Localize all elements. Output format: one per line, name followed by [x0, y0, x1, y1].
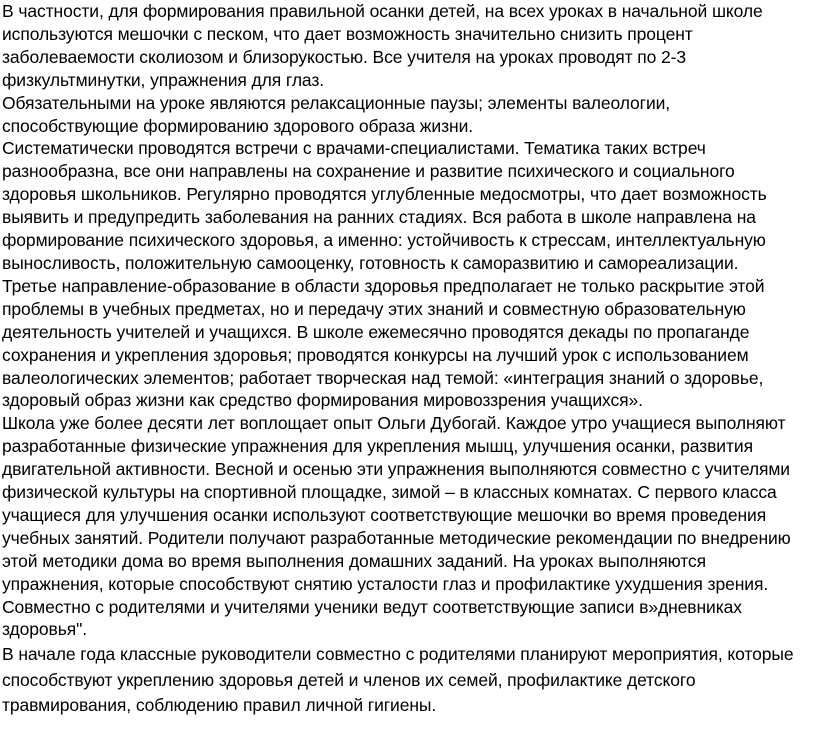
- paragraph-doctors: Систематически проводятся встречи с врачами-специалистами. Тематика таких встреч разнообразна, все они направлены на сохранение и развитие психического и социального здоровья школьников. Регулярно проводятся углубленные медосмотры, что дает возможность выявить и предупредить заболевания на ранних стадиях. Вся работа в школе направлена на формирование психического здоровья, а именно: устойчивость к стрессам, интеллектуальную выносливость, положительную самооценку, готовность к саморазвитию и самореализации.: [2, 138, 767, 273]
- paragraph-dubogay: Школа уже более десяти лет воплощает опыт Ольги Дубогай. Каждое утро учащиеся выполняют разработанные физические упражнения для укрепления мышц, улучшения осанки, развития двигательной активности. Весной и осенью эти упражнения выполняются совместно с учителями физической культуры на спортивной площадке, зимой – в классных комнатах. С первого класса учащиеся для улучшения осанки используют соответствующие мешочки во время проведения учебных занятий. Родители получают разработанные методические рекомендации по внедрению этой методики дома во время выполнения домашних заданий. На уроках выполняются упражнения, которые способствуют снятию усталости глаз и профилактике ухудшения зрения. Совместно с родителями и учителями ученики ведут соответствующие записи в»дневниках здоровья".: [2, 413, 791, 640]
- paragraph-posture: В частности, для формирования правильной осанки детей, на всех уроках в начальной школе используются мешочки с песком, что дает возможность значительно снизить процент заболеваемости сколиозом и близорукостью. Все учителя на уроках проводят по 2-3 физкультминутки, упражнения для глаз.: [2, 1, 763, 90]
- paragraph-relaxation: Обязательными на уроке являются релаксационные паузы; элементы валеологии, способствующие формированию здорового образа жизни.: [2, 92, 671, 136]
- paragraph-education: Третье направление-образование в области здоровья предполагает не только раскрытие этой проблемы в учебных предметах, но и передачу этих знаний и совместную образовательную деятельность учителей и учащихся. В школе ежемесячно проводятся декады по пропаганде сохранения и укрепления здоровья; проводятся конкурсы на лучший урок с использованием валеологических элементов; работает творческая над темой: «интеграция знаний о здоровье, здоровый образ жизни как средство формирования мировоззрения учащихся».: [2, 275, 765, 411]
- paragraph-class-teachers: В начале года классные руководители совместно с родителями планируют мероприятия, которые способствуют укреплению здоровья детей и членов их семей, профилактике детского травмирования, соблюдению правил личной гигиены.: [2, 644, 794, 715]
